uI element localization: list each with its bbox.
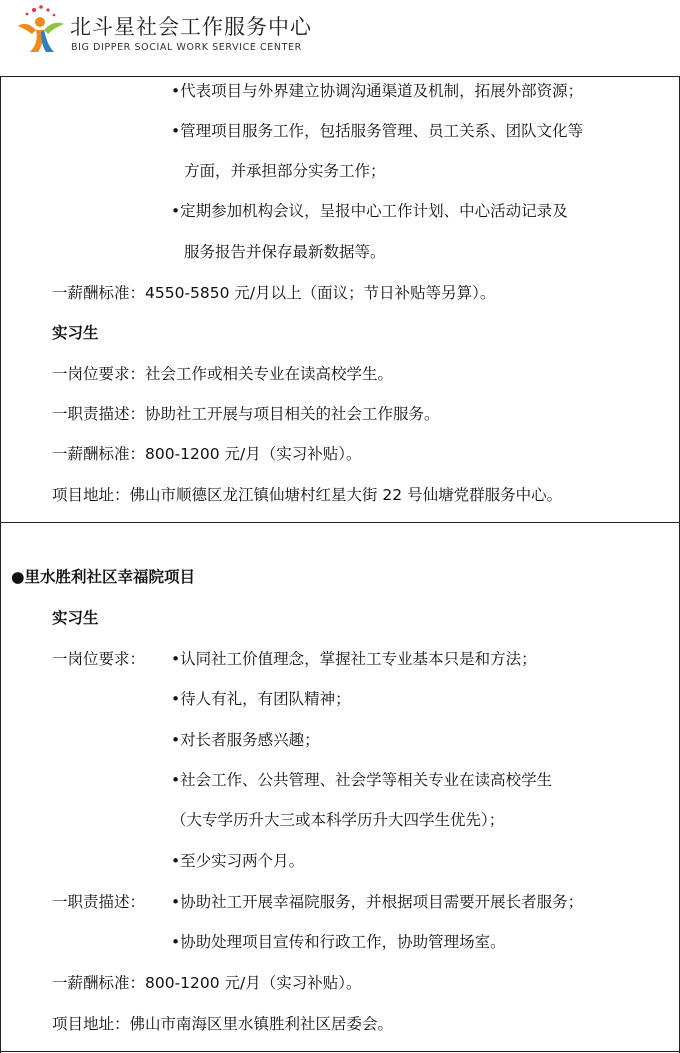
list-item: •认同社工价值理念，掌握社工专业基本只是和方法； bbox=[171, 650, 537, 668]
list-item: •代表项目与外界建立协调沟通渠道及机制，拓展外部资源； bbox=[171, 82, 584, 100]
page-header bbox=[0, 0, 680, 76]
address-line: 项目地址：佛山市南海区里水镇胜利社区居委会。 bbox=[52, 1015, 394, 1033]
list-item: 方面，并承担部分实务工作； bbox=[184, 162, 386, 180]
list-item: •管理项目服务工作，包括服务管理、员工关系、团队文化等 bbox=[171, 122, 584, 140]
list-item: •至少实习两个月。 bbox=[171, 852, 305, 870]
address-line: 项目地址：佛山市顺德区龙江镇仙塘村红星大街 22 号仙塘党群服务中心。 bbox=[52, 486, 563, 504]
list-item: •定期参加机构会议，呈报中心工作计划、中心活动记录及 bbox=[171, 202, 568, 220]
list-item: 服务报告并保存最新数据等。 bbox=[184, 243, 386, 261]
table-top-border bbox=[1, 76, 679, 77]
list-item: •对长者服务感兴趣； bbox=[171, 731, 320, 749]
list-item: •协助处理项目宣传和行政工作，协助管理场室。 bbox=[171, 933, 506, 951]
salary-line: 一薪酬标准：800-1200 元/月（实习补贴）。 bbox=[52, 445, 362, 463]
table-bottom-border bbox=[1, 1051, 679, 1052]
job-table bbox=[0, 76, 680, 1053]
list-item: •协助社工开展幸福院服务，并根据项目需要开展长者服务； bbox=[171, 893, 584, 911]
duty-line: 一职责描述：协助社工开展与项目相关的社会工作服务。 bbox=[52, 405, 440, 423]
list-item: •社会工作、公共管理、社会学等相关专业在读高校学生 bbox=[171, 771, 553, 789]
salary-line: 一薪酬标准：4550-5850 元/月以上（面议；节日补贴等另算）。 bbox=[52, 284, 496, 302]
brand-name-english: BIG DIPPER SOCIAL WORK SERVICE CENTER bbox=[71, 42, 302, 53]
requirement-label: 一岗位要求： bbox=[52, 650, 146, 668]
brand-name-chinese: 北斗星社会工作服务中心 bbox=[70, 15, 312, 39]
big-dipper-logo-icon bbox=[14, 4, 68, 54]
intern-heading: 实习生 bbox=[52, 324, 99, 342]
intern-heading: 实习生 bbox=[52, 609, 99, 627]
duty-label: 一职责描述： bbox=[52, 893, 146, 911]
requirement-line: 一岗位要求：社会工作或相关专业在读高校学生。 bbox=[52, 365, 394, 383]
salary-line: 一薪酬标准：800-1200 元/月（实习补贴）。 bbox=[52, 974, 362, 992]
list-item: （大专学历升大三或本科学历升大四学生优先）； bbox=[171, 811, 505, 829]
project-title: ●里水胜利社区幸福院项目 bbox=[11, 568, 196, 586]
table-row-divider bbox=[1, 522, 679, 523]
list-item: •待人有礼，有团队精神； bbox=[171, 690, 351, 708]
